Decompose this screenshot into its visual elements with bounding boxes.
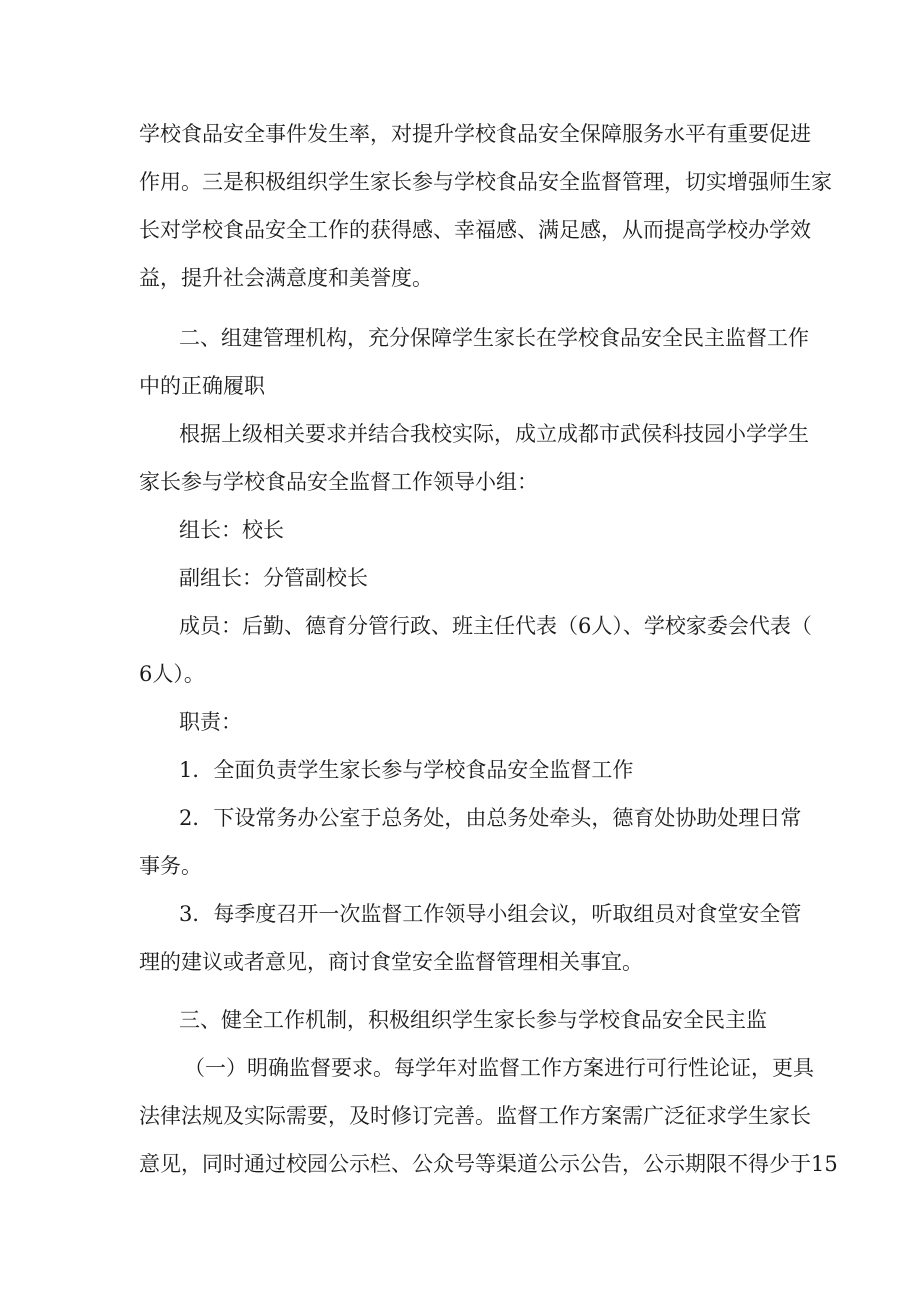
section-heading: 二、组建管理机构，充分保障学生家长在学校食品安全民主监督工作 — [179, 326, 809, 350]
paragraph-line: 学校食品安全事件发生率，对提升学校食品安全保障服务水平有重要促进 — [139, 122, 811, 146]
paragraph-line: 法律法规及实际需要，及时修订完善。监督工作方案需广泛征求学生家长 — [139, 1104, 811, 1128]
duty-item: 事务。 — [139, 854, 202, 878]
member-line: 副组长：分管副校长 — [179, 566, 368, 590]
section-heading: 三、健全工作机制，积极组织学生家长参与学校食品安全民主监 — [179, 1008, 767, 1032]
paragraph-line: 作用。三是积极组织学生家长参与学校食品安全监督管理，切实增强师生家 — [139, 170, 832, 194]
duty-item: 3．每季度召开一次监督工作领导小组会议，听取组员对食堂安全管 — [179, 902, 802, 926]
duty-item: 1．全面负责学生家长参与学校食品安全监督工作 — [179, 758, 634, 782]
paragraph-line: 意见，同时通过校园公示栏、公众号等渠道公示公告，公示期限不得少于15 — [139, 1152, 838, 1176]
paragraph-line: 根据上级相关要求并结合我校实际，成立成都市武侯科技园小学学生 — [179, 422, 809, 446]
duty-item: 理的建议或者意见，商讨食堂安全监督管理相关事宜。 — [139, 950, 643, 974]
paragraph-line: 长对学校食品安全工作的获得感、幸福感、满足感，从而提高学校办学效 — [139, 218, 811, 242]
member-line: 组长：校长 — [179, 518, 284, 542]
duty-item: 2．下设常务办公室于总务处，由总务处牵头，德育处协助处理日常 — [179, 806, 802, 830]
member-line: 成员：后勤、德育分管行政、班主任代表（6人）、学校家委会代表（ — [179, 614, 812, 638]
paragraph-line: （一）明确监督要求。每学年对监督工作方案进行可行性论证，更具 — [184, 1056, 814, 1080]
member-line: 6人）。 — [139, 662, 205, 686]
section-heading: 中的正确履职 — [139, 374, 265, 398]
paragraph-line: 益，提升社会满意度和美誉度。 — [139, 266, 433, 290]
paragraph-line: 家长参与学校食品安全监督工作领导小组： — [139, 470, 538, 494]
duties-label: 职责： — [179, 710, 242, 734]
